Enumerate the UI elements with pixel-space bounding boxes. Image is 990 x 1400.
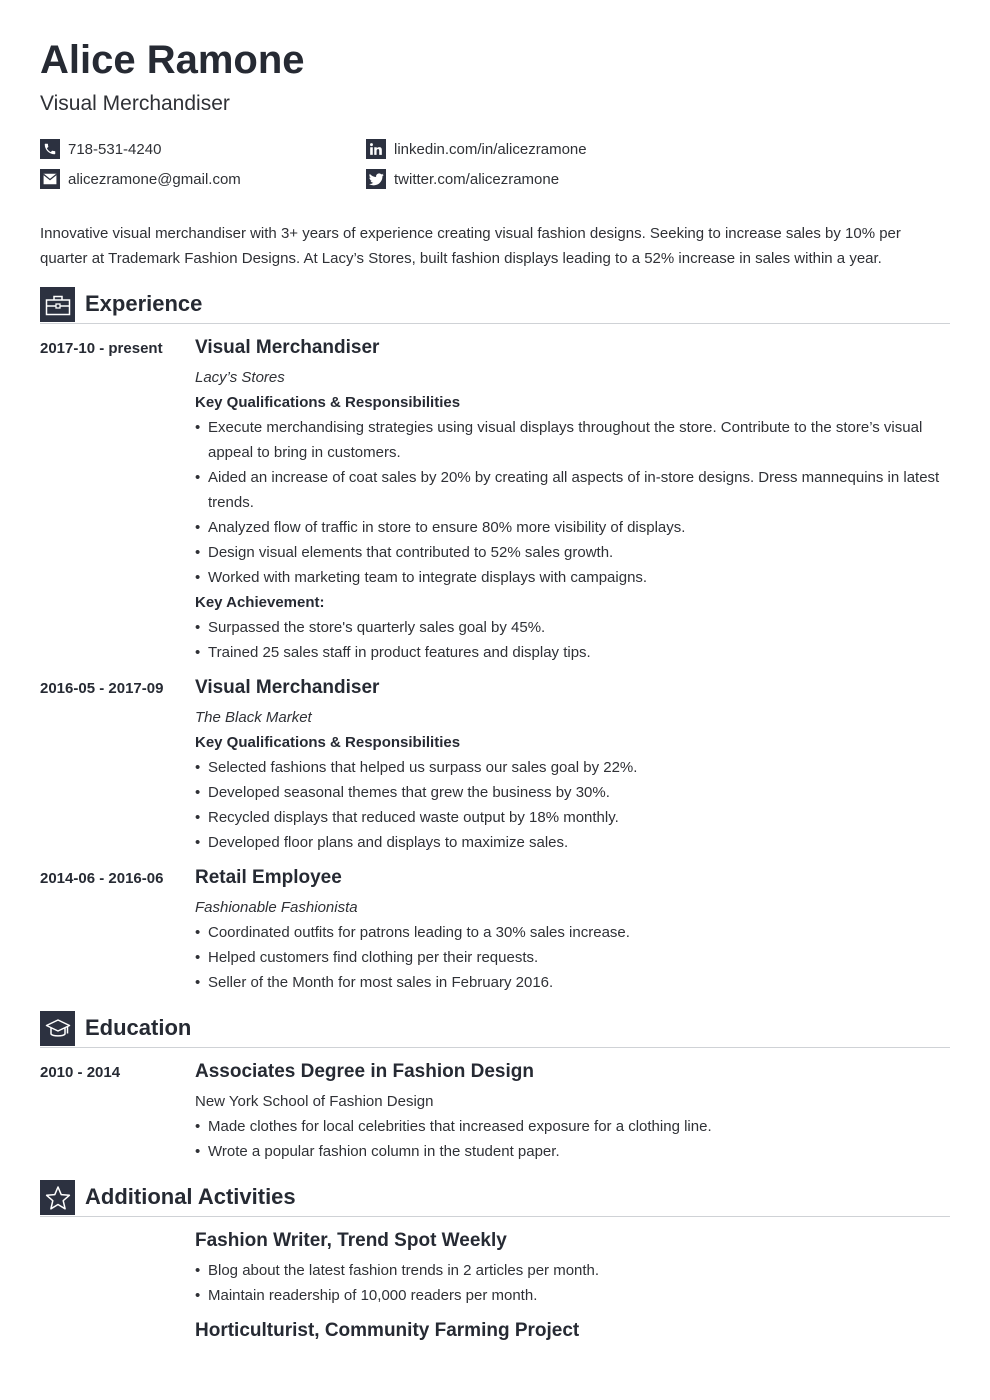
list-item: • Developed floor plans and displays to maximize sales. [195,830,945,855]
activities-heading: Additional Activities [85,1184,296,1209]
job-entry [195,866,945,995]
linkedin-icon [366,139,386,159]
job-entry [195,336,945,665]
email-link[interactable]: alicezramone@gmail.com [68,170,241,188]
job-title: Visual Merchandiser [195,337,380,358]
contact-phone [40,139,161,159]
job-title: Retail Employee [195,867,342,888]
list-item: • Surpassed the store's quarterly sales goal by 45%. [195,615,945,640]
education-heading: Education [85,1015,192,1040]
education-entry [195,1060,945,1164]
linkedin-link[interactable]: linkedin.com/in/alicezramone [394,140,587,158]
star-icon [40,1180,75,1215]
qualifications-heading: Key Qualifications & Responsibilities [195,734,461,751]
job-date: 2014-06 - 2016-06 [40,870,164,887]
list-item: • Developed seasonal themes that grew the business by 30%. [195,780,945,805]
achievement-list [195,615,945,665]
list-item: • Wrote a popular fashion column in the student paper. [195,1139,945,1164]
contact-twitter [366,169,559,189]
envelope-icon [40,169,60,189]
profile-summary: Innovative visual merchandiser with 3+ years of experience creating visual fashion designs. Seeking to increase sales by 10% per quarter at Trademark Fashion Designs. At Lacy’s Stores, built fashion displays leading to a 52% increase in sales within a year. [40,225,901,267]
activity-entry [195,1319,945,1348]
graduation-cap-icon [40,1011,75,1046]
contact-linkedin [366,139,587,159]
activity-title: Fashion Writer, Trend Spot Weekly [195,1230,507,1251]
list-item: • Worked with marketing team to integrate displays with campaigns. [195,565,945,590]
activities-section-header [40,1180,950,1217]
briefcase-icon [40,287,75,322]
list-item: • Execute merchandising strategies using visual displays throughout the store. Contribute to the store’s visual appeal to bring in customers. [195,415,945,465]
job-date: 2017-10 - present [40,340,163,357]
list-item: • Helped customers find clothing per their requests. [195,945,945,970]
activity-list [195,1258,945,1308]
experience-heading: Experience [85,291,203,316]
list-item: • Coordinated outfits for patrons leading to a 30% sales increase. [195,920,945,945]
job-title: Visual Merchandiser [195,677,380,698]
list-item: • Design visual elements that contributed to 52% sales growth. [195,540,945,565]
activity-entry [195,1229,945,1308]
list-item: • Seller of the Month for most sales in February 2016. [195,970,945,995]
school-name: New York School of Fashion Design [195,1093,434,1110]
degree-title: Associates Degree in Fashion Design [195,1061,534,1082]
job-entry [195,676,945,855]
twitter-icon [366,169,386,189]
list-item: • Trained 25 sales staff in product features and display tips. [195,640,945,665]
education-date: 2010 - 2014 [40,1064,121,1081]
responsibility-list [195,415,945,590]
list-item: • Made clothes for local celebrities that increased exposure for a clothing line. [195,1114,945,1139]
list-item: • Selected fashions that helped us surpass our sales goal by 22%. [195,755,945,780]
contact-email [40,169,241,189]
achievement-heading: Key Achievement: [195,594,325,611]
company-name: The Black Market [195,709,312,726]
responsibility-list [195,755,945,855]
list-item: • Aided an increase of coat sales by 20% by creating all aspects of in-store designs. Dress mannequins in latest trends. [195,465,945,515]
list-item: • Blog about the latest fashion trends in 2 articles per month. [195,1258,945,1283]
phone-icon [40,139,60,159]
job-date: 2016-05 - 2017-09 [40,680,164,697]
company-name: Lacy’s Stores [195,369,285,386]
candidate-title: Visual Merchandiser [40,92,230,115]
candidate-name: Alice Ramone [40,38,305,82]
phone-text: 718-531-4240 [68,140,162,158]
company-name: Fashionable Fashionista [195,899,358,916]
list-item: • Maintain readership of 10,000 readers per month. [195,1283,945,1308]
list-item: • Recycled displays that reduced waste output by 18% monthly. [195,805,945,830]
responsibility-list [195,920,945,995]
twitter-link[interactable]: twitter.com/alicezramone [394,170,560,188]
qualifications-heading: Key Qualifications & Responsibilities [195,394,461,411]
experience-section-header [40,287,950,324]
activity-title: Horticulturist, Community Farming Project [195,1320,580,1341]
education-list [195,1114,945,1164]
list-item: • Analyzed flow of traffic in store to ensure 80% more visibility of displays. [195,515,945,540]
education-section-header [40,1011,950,1048]
